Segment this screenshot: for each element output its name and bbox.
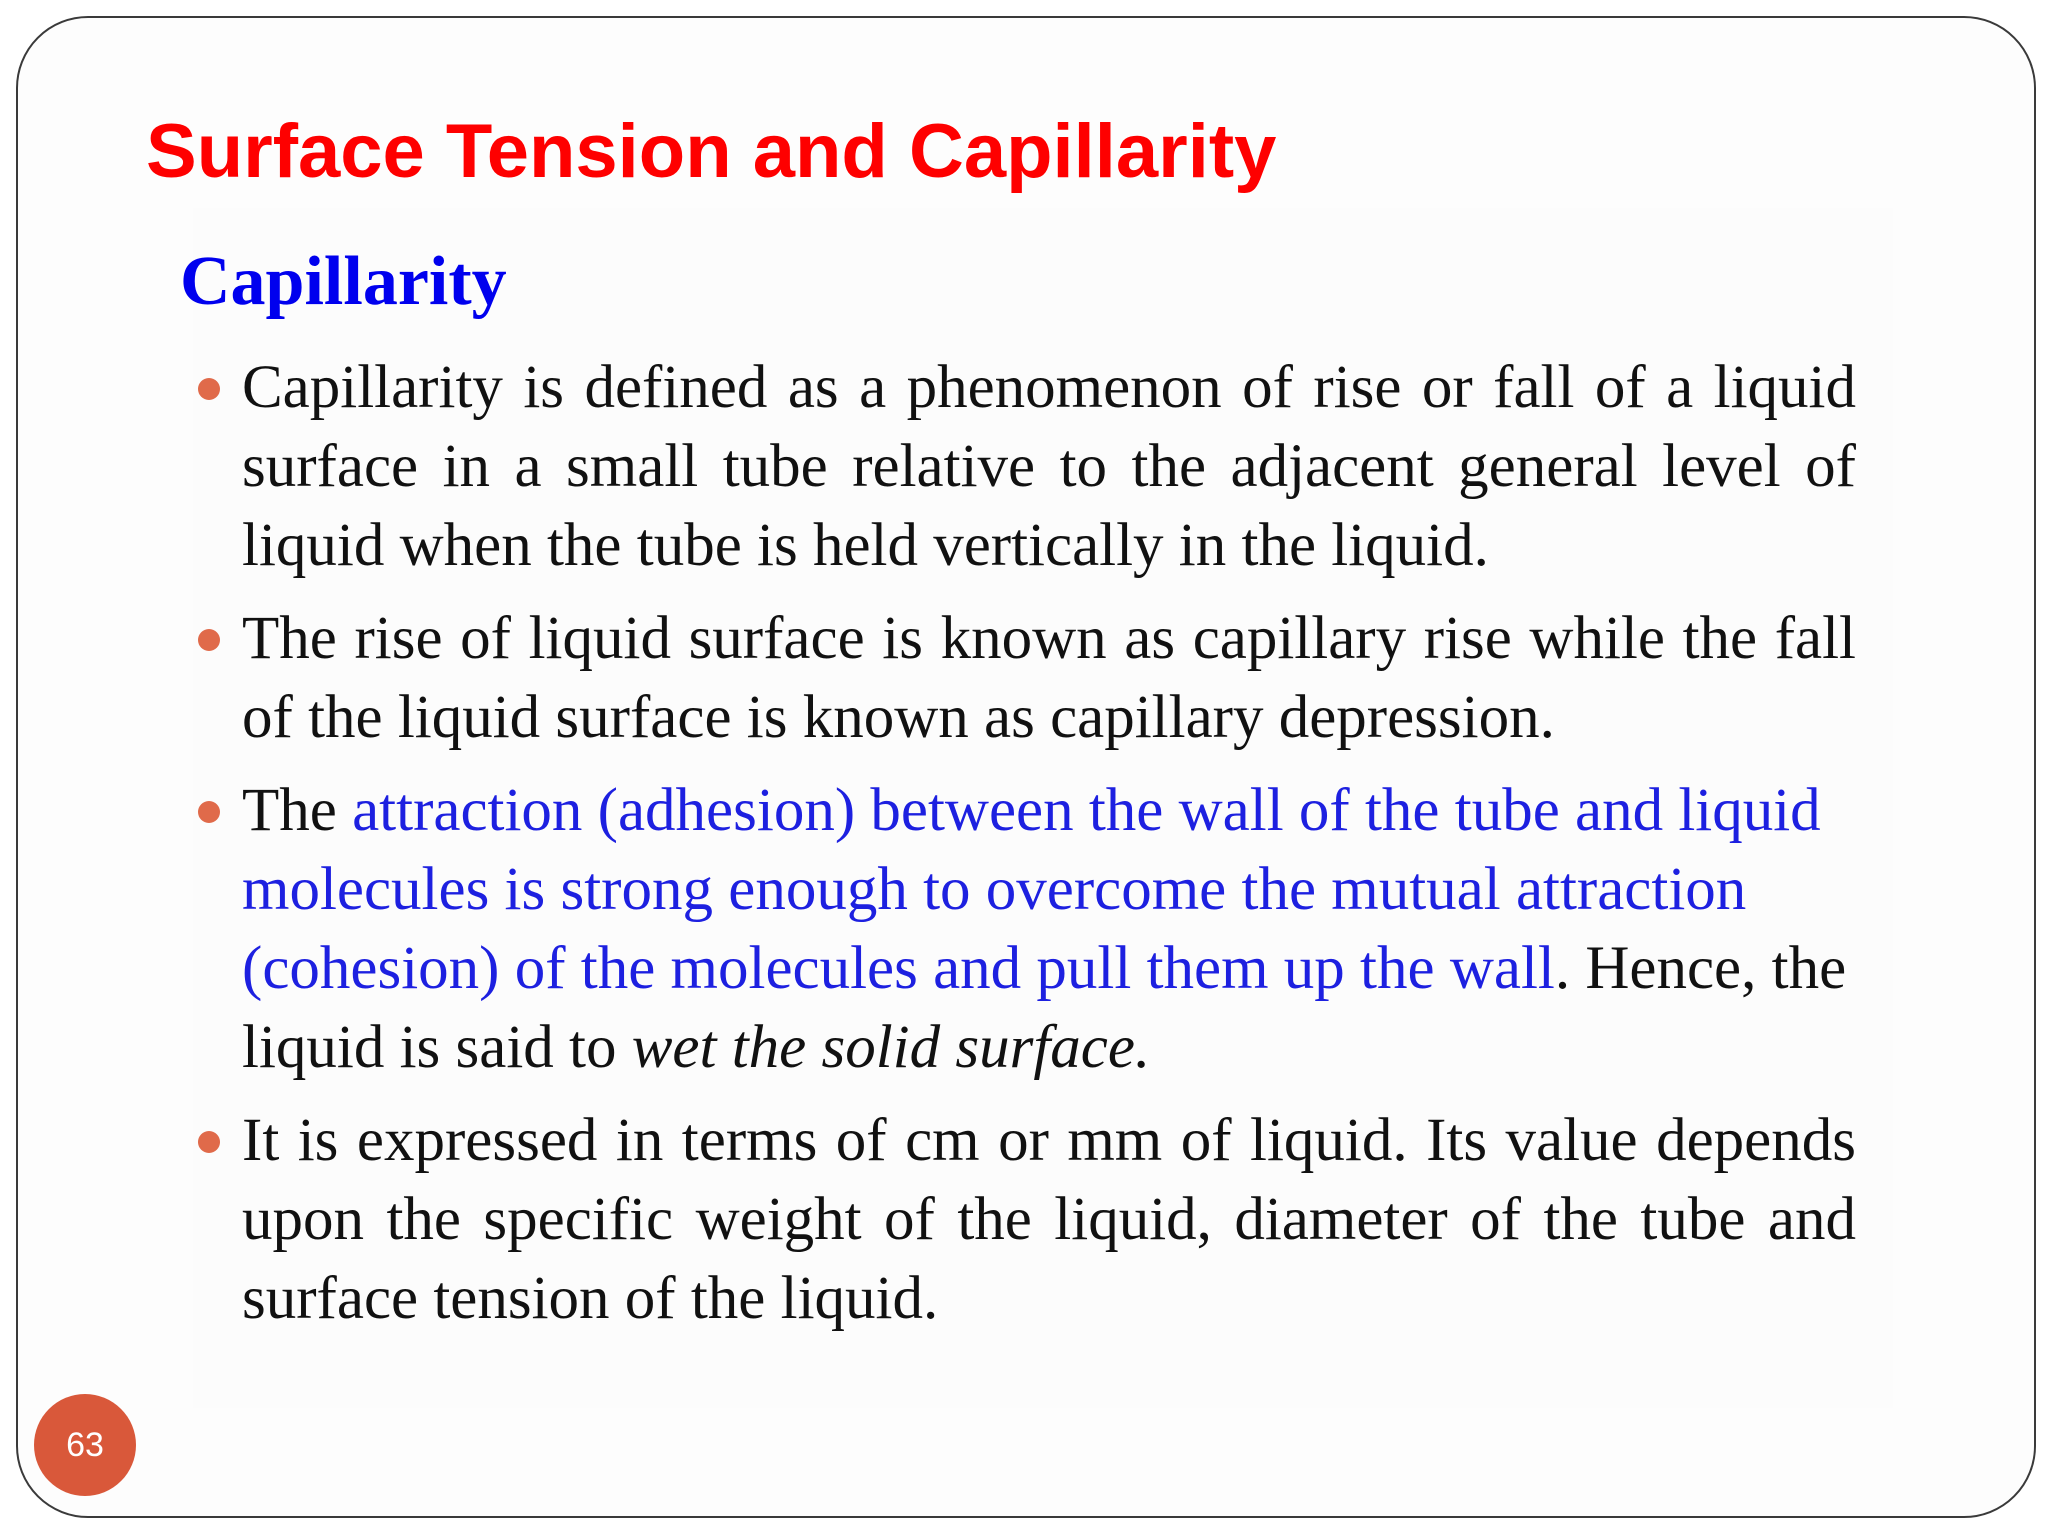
bullet-item-adhesion	[180, 771, 1856, 1087]
bullet-text: It is expressed in terms of cm or mm of liquid. Its value depends upon the specific weight of the liquid, diameter of the tube and surface tension of the liquid.	[242, 1107, 1856, 1332]
bullet-text-middle: . Hence, the liquid is said to	[242, 935, 1847, 1081]
bullet-icon	[198, 629, 220, 651]
bullet-text-prefix: The	[242, 777, 353, 844]
page-number-badge: 63	[34, 1394, 136, 1496]
bullet-item-definition	[180, 348, 1856, 585]
slide-title: Surface Tension and Capillarity	[146, 109, 1277, 194]
slide	[16, 16, 2036, 1518]
bullet-icon	[198, 378, 220, 400]
bullet-text-italic: wet the solid surface.	[631, 1014, 1151, 1081]
bullet-icon	[198, 801, 220, 823]
bullet-list	[180, 348, 1856, 1352]
bullet-item-expression	[180, 1101, 1856, 1338]
bullet-text: Capillarity is defined as a phenomenon of rise or fall of a liquid surface in a small tube relative to the adjacent general level of liquid when the tube is held vertically in the liquid.	[242, 354, 1856, 579]
bullet-text: The rise of liquid surface is known as capillary rise while the fall of the liquid surface is known as capillary depression.	[242, 605, 1856, 751]
bullet-item-rise-depression	[180, 599, 1856, 757]
bullet-icon	[198, 1131, 220, 1153]
section-heading: Capillarity	[180, 243, 507, 320]
bullet-text-highlight: attraction (adhesion) between the wall of the tube and liquid molecules is strong enough to overcome the mutual attraction (cohesion) of the molecules and pull them up the wall	[242, 777, 1821, 1002]
